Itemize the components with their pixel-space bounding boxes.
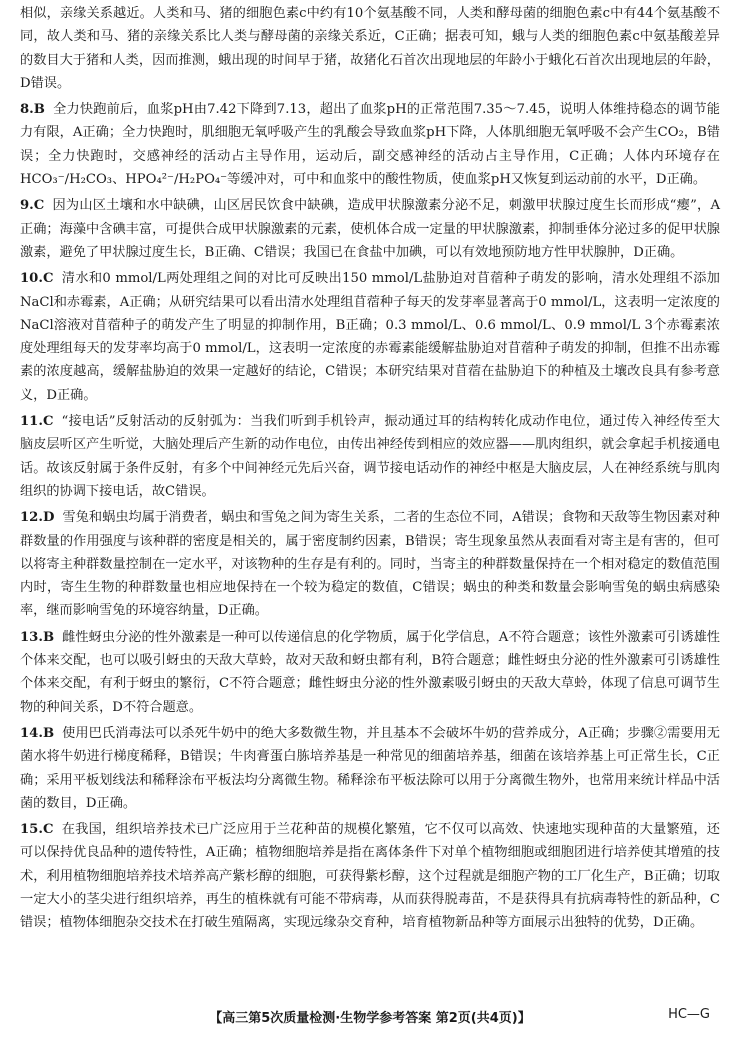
item-number: 8. xyxy=(20,102,34,118)
item-number: 12. xyxy=(20,510,43,526)
item-number: 11. xyxy=(20,414,43,430)
item-answer: C xyxy=(42,271,54,287)
item-number: 10. xyxy=(20,271,43,287)
item-answer: B xyxy=(42,629,55,645)
item-number: 9. xyxy=(20,198,34,214)
answer-item-13 xyxy=(20,626,720,719)
answer-item-8 xyxy=(20,98,720,191)
item-number: 15. xyxy=(20,822,43,838)
answer-document xyxy=(20,2,720,935)
item-explanation: 雪兔和蜗虫均属于消费者，蜗虫和雪兔之间为寄生关系，二者的生态位不同，A错误；食物和天敌等生物因素对种群数量的作用强度与该种群的密度是相关的，属于密度制约因素，B错误；寄生现象虽然从表面看对寄主是有害的，但可以将寄主种群数量控制在一定水平，对该物种的生存是有利的。同时，当寄主的种群数量保持在一个相对稳定的数值范围内时，寄生生物的种群数量也相应地保持在一个较为稳定的数值，C错误；蜗虫的种类和数量会影响雪兔的蜗虫病感染率，继而影响雪兔的环境容纳量，D正确。 xyxy=(20,510,720,619)
item-answer: B xyxy=(42,725,55,741)
item-explanation: 使用巴氏消毒法可以杀死牛奶中的绝大多数微生物，并且基本不会破坏牛奶的营养成分，A正确；步骤②需要用无菌水将牛奶进行梯度稀释，B错误；牛肉膏蛋白胨培养基是一种常见的细菌培养基，细菌在该培养基上可正常生长，C正确；采用平板划线法和稀释涂布平板法均分离微生物。稀释涂布平板法除可以用于分离微生物外，也常用来统计样品中活菌的数目，D正确。 xyxy=(20,725,720,811)
answer-item-14 xyxy=(20,722,720,815)
item-answer: C xyxy=(33,198,45,214)
item-explanation: 雌性蚜虫分泌的性外激素是一种可以传递信息的化学物质，属于化学信息，A不符合题意；该性外激素可引诱雄性个体来交配，也可以吸引蚜虫的天敌大草蛉，故对天敌和蚜虫都有利，B符合题意；雌性蚜虫分泌的性外激素可引诱雄性个体来交配，有利于蚜虫的繁衍，C不符合题意；雌性蚜虫分泌的性外激素吸引蚜虫的天敌大草蛉，体现了信息可调节生物的种间关系，D不符合题意。 xyxy=(20,629,720,715)
item-explanation: 全力快跑前后，血浆pH由7.42下降到7.13，超出了血浆pH的正常范围7.35～7.45，说明人体维持稳态的调节能力有限，A正确；全力快跑时，肌细胞无氧呼吸产生的乳酸会导致血浆pH下降，人体肌细胞无氧呼吸不会产生CO₂，B错误；全力快跑时，交感神经的活动占主导作用，运动后，副交感神经的活动占主导作用，C正确；人体内环境存在HCO₃⁻/H₂CO₃、HPO₄²⁻/H₂PO₄⁻等缓冲对，可中和血浆中的酸性物质，使血浆pH又恢复到运动前的水平，D正确。 xyxy=(20,102,720,188)
answer-item-11 xyxy=(20,410,720,503)
item-answer: C xyxy=(42,414,54,430)
answer-item-12 xyxy=(20,506,720,622)
answer-item-10 xyxy=(20,267,720,407)
item-number: 13. xyxy=(20,629,43,645)
footer-code: HC—G xyxy=(668,1007,710,1022)
item-explanation: 清水和0 mmol/L两处理组之间的对比可反映出150 mmol/L盐胁迫对苜蓿种子萌发的影响，清水处理组不添加NaCl和赤霉素，A正确；从研究结果可以看出清水处理组苜蓿种子每天的发芽率显著高于0 mmol/L，这表明一定浓度的NaCl溶液对苜蓿种子的萌发产生了明显的抑制作用，B正确；0.3 mmol/L、0.6 mmol/L、0.9 mmol/L 3个赤霉素浓度处理组每天的发芽率均高于0 mmol/L，这表明一定浓度的赤霉素能缓解盐胁迫对苜蓿种子萌发的抑制，但推不出赤霉素的浓度越高，缓解盐胁迫的效果一定越好的结论，C错误；本研究结果对苜蓿在盐胁迫下的种植及土壤改良具有参考意义，D正确。 xyxy=(20,271,720,403)
answer-item-9 xyxy=(20,194,720,264)
footer-title: 【高三第5次质量检测·生物学参考答案 第2页(共4页)】 xyxy=(209,1011,531,1026)
answer-item-15 xyxy=(20,818,720,934)
item-explanation: “接电话”反射活动的反射弧为：当我们听到手机铃声，振动通过耳的结构转化成动作电位，通过传入神经传至大脑皮层听区产生听觉，大脑处理后产生新的动作电位，由传出神经传到相应的效应器——肌肉组织，就会拿起手机接通电话。故该反射属于条件反射，有多个中间神经元先后兴奋，调节接电话动作的神经中枢是大脑皮层，人在神经系统与肌肉组织的协调下接电话，故C错误。 xyxy=(20,414,720,499)
item-explanation: 因为山区土壤和水中缺碘，山区居民饮食中缺碘，造成甲状腺激素分泌不足，刺激甲状腺过度生长而形成“瘿”，A正确；海藻中含碘丰富，可提供合成甲状腺激素的元素，使机体合成一定量的甲状腺激素，抑制垂体分泌过多的促甲状腺激素，避免了甲状腺过度生长，B正确、C错误；我国已在食盐中加碘，可以有效地预防地方性甲状腺肿，D正确。 xyxy=(20,198,720,260)
item-answer: B xyxy=(33,102,45,118)
item-number: 14. xyxy=(20,725,43,741)
item-answer: D xyxy=(42,510,55,526)
continued-paragraph: 相似，亲缘关系越近。人类和马、猪的细胞色素c中约有10个氨基酸不同，人类和酵母菌的细胞色素c中有44个氨基酸不同，故人类和马、猪的亲缘关系比人类与酵母菌的亲缘关系近，C正确；据表可知，蛾与人类的细胞色素c中氨基酸差异的数目大于猪和人类，因而推测，蛾出现的时间早于猪，故猪化石首次出现地层的年龄小于蛾化石首次出现地层的年龄，D错误。 xyxy=(20,6,720,91)
item-answer: C xyxy=(42,822,54,838)
item-explanation: 在我国，组织培养技术已广泛应用于兰花种苗的规模化繁殖，它不仅可以高效、快速地实现种苗的大量繁殖，还可以保持优良品种的遗传特性，A正确；植物细胞培养是指在离体条件下对单个植物细胞或细胞团进行培养使其增殖的技术，利用植物细胞培养技术培养高产紫杉醇的细胞，可获得紫杉醇，这个过程就是细胞产物的工厂化生产，B正确；切取一定大小的茎尖进行组织培养，再生的植株就有可能不带病毒，从而获得脱毒苗，不是获得具有抗病毒特性的新品种，C错误；植物体细胞杂交技术在打破生殖隔离，实现远缘杂交育种，培育植物新品种等方面展示出独特的优势，D正确。 xyxy=(20,822,720,931)
